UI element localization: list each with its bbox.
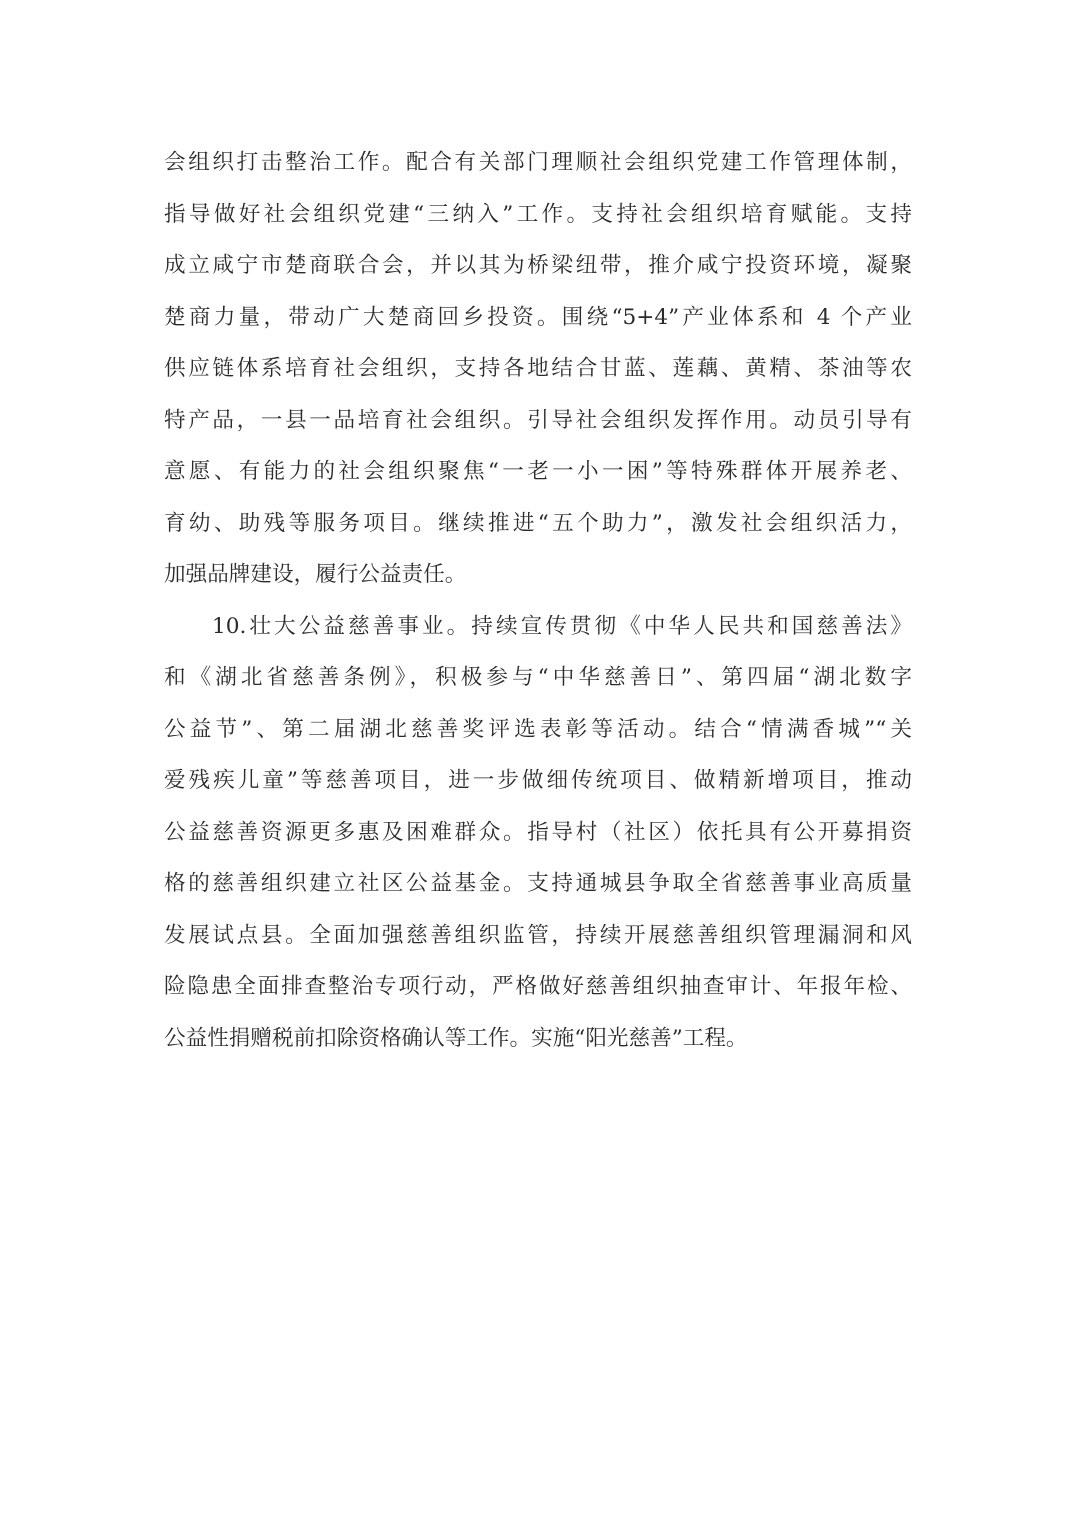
text-line: 险隐患全面排查整治专项行动，严格做好慈善组织抽查审计、年报年检、	[164, 974, 912, 999]
text-line: 特产品，一县一品培育社会组织。引导社会组织发挥作用。动员引导有	[164, 407, 912, 433]
text-line: 成立咸宁市楚商联合会，并以其为桥梁纽带，推介咸宁投资环境，凝聚	[164, 253, 912, 278]
text-line: 公益慈善资源更多惠及困难群众。指导村（社区）依托具有公开募捐资	[164, 819, 912, 845]
text-line: 公益节”、第二届湖北慈善奖评选表彰等活动。结合“情满香城”“关	[164, 716, 912, 742]
text-line: 育幼、助残等服务项目。继续推进“五个助力”，激发社会组织活力，	[164, 510, 912, 536]
text-line: 供应链体系培育社会组织，支持各地结合甘蓝、莲藕、黄精、茶油等农	[164, 356, 912, 381]
text-line: 加强品牌建设，履行公益责任。	[164, 562, 467, 587]
text-line: 会组织打击整治工作。配合有关部门理顺社会组织党建工作管理体制，	[164, 150, 912, 175]
text-line: 发展试点县。全面加强慈善组织监管，持续开展慈善组织管理漏洞和风	[164, 922, 912, 948]
text-line: 指导做好社会组织党建“三纳入”工作。支持社会组织培育赋能。支持	[164, 201, 912, 227]
text-line: 楚商力量，带动广大楚商回乡投资。围绕“5+4”产业体系和 4 个产业	[164, 304, 912, 330]
text-line: 意愿、有能力的社会组织聚焦“一老一小一困”等特殊群体开展养老、	[164, 459, 912, 484]
document-body	[164, 137, 912, 1064]
paragraph-charity	[164, 601, 912, 1065]
paragraph-social-organizations	[164, 137, 912, 601]
text-line: 10.壮大公益慈善事业。持续宣传贯彻《中华人民共和国慈善法》	[212, 613, 912, 639]
text-line: 和《湖北省慈善条例》，积极参与“中华慈善日”、第四届“湖北数字	[164, 665, 912, 690]
text-line: 公益性捐赠税前扣除资格确认等工作。实施“阳光慈善”工程。	[164, 1025, 748, 1051]
text-line: 爱残疾儿童”等慈善项目，进一步做细传统项目、做精新增项目，推动	[164, 768, 912, 793]
text-line: 格的慈善组织建立社区公益基金。支持通城县争取全省慈善事业高质量	[164, 871, 912, 896]
